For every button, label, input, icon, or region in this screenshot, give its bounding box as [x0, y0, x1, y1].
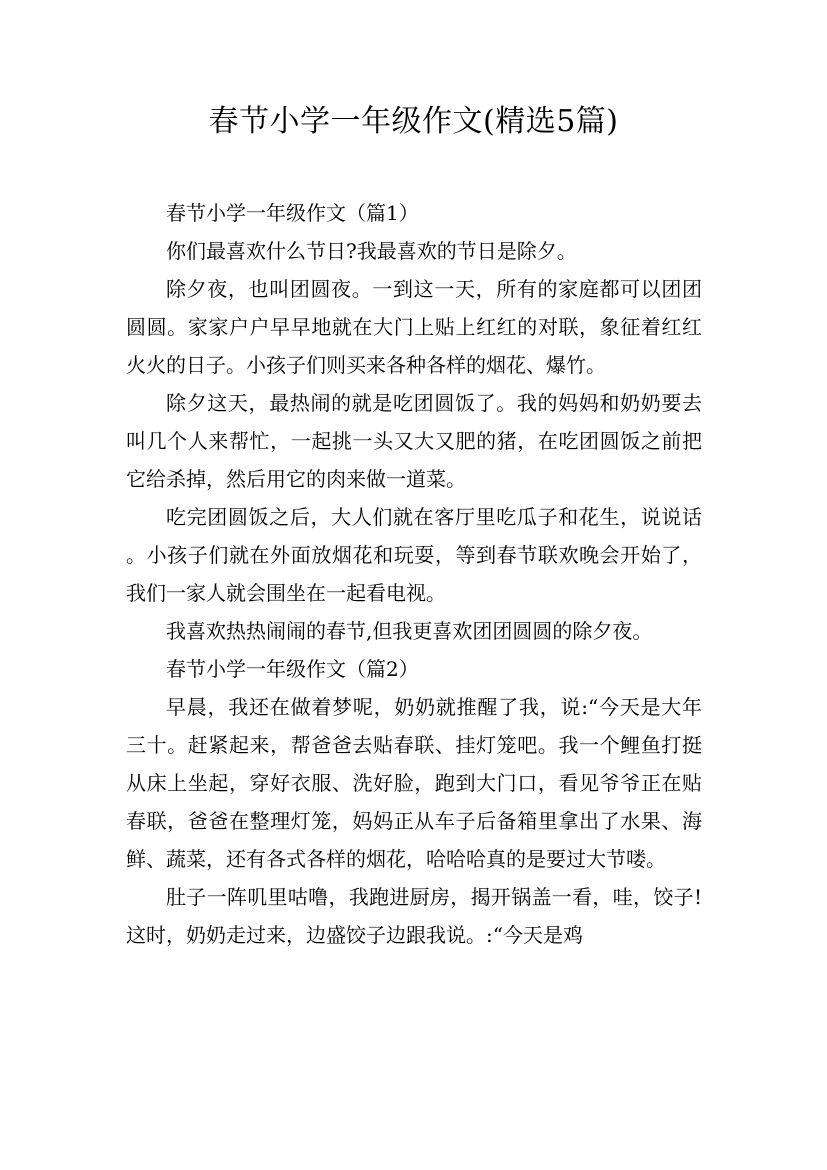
paragraph: 你们最喜欢什么节日?我最喜欢的节日是除夕。 — [166, 239, 577, 263]
section-heading: 春节小学一年级作文（篇2） — [166, 657, 419, 681]
paragraph: 我喜欢热热闹闹的春节,但我更喜欢团团圆圆的除夕夜。 — [166, 619, 653, 643]
document-body — [126, 194, 702, 954]
paragraph: 吃完团圆饭之后，大人们就在客厅里吃瓜子和花生，说说话。小孩子们就在外面放烟花和玩耍，等到春节联欢晚会开始了，我们一家人就会围坐在一起看电视。 — [126, 505, 702, 605]
paragraph: 肚子一阵叽里咕噜，我跑进厨房，揭开锅盖一看，哇，饺子!这时，奶奶走过来，边盛饺子边跟我说。:“今天是鸡 — [126, 885, 702, 947]
section-heading: 春节小学一年级作文（篇1） — [166, 201, 419, 225]
paragraph: 早晨，我还在做着梦呢，奶奶就推醒了我，说:“今天是大年三十。赶紧起来，帮爸爸去贴春联、挂灯笼吧。我一个鲤鱼打挺从床上坐起，穿好衣服、洗好脸，跑到大门口，看见爷爷正在贴春联，爸爸在整理灯笼，妈妈正从车子后备箱里拿出了水果、海鲜、蔬菜，还有各式各样的烟花，哈哈哈真的是要过大节喽。 — [126, 695, 702, 871]
document-title: 春节小学一年级作文(精选5篇) — [208, 104, 619, 139]
paragraph: 除夕这天，最热闹的就是吃团圆饭了。我的妈妈和奶奶要去叫几个人来帮忙，一起挑一头又大又肥的猪，在吃团圆饭之前把它给杀掉，然后用它的肉来做一道菜。 — [126, 391, 702, 491]
paragraph: 除夕夜，也叫团圆夜。一到这一天，所有的家庭都可以团团圆圆。家家户户早早地就在大门上贴上红红的对联，象征着红红火火的日子。小孩子们则买来各种各样的烟花、爆竹。 — [126, 277, 702, 377]
